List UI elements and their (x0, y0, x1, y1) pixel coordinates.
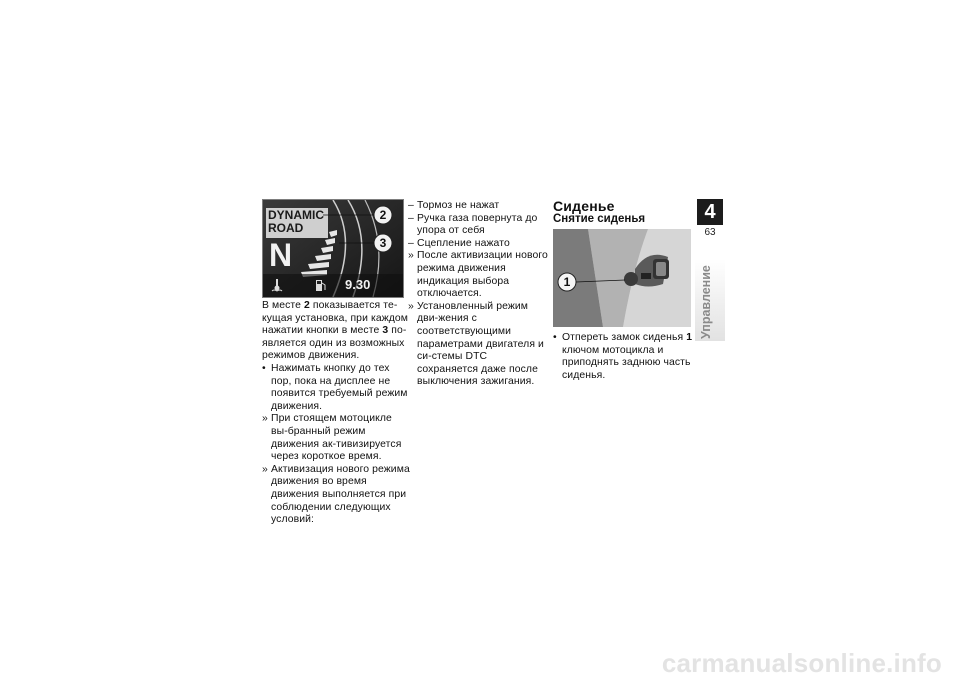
chapter-number: 4 (697, 199, 723, 225)
gear-indicator: N (269, 237, 293, 273)
intro-text: В месте (262, 300, 305, 311)
ref-1: 1 (686, 332, 693, 343)
list-item-text: Активизация нового режима движения во время движения выполняется при соблюдении следующих условий: (271, 463, 410, 526)
list-item-text: ключом мотоцикла и приподнять заднюю часть сиденья. (562, 344, 691, 381)
chapter-tab (697, 199, 723, 341)
column-2-text (408, 200, 548, 389)
dash-marker: – (408, 237, 414, 249)
list-item-text: При стоящем мотоцикле вы-бранный режим движения ак-тивизируется через короткое время. (271, 413, 402, 463)
dash-marker: – (408, 212, 414, 224)
section-subtitle: Снятие сиденья (553, 213, 646, 225)
ref-2: 2 (304, 300, 310, 311)
result-marker: » (408, 250, 414, 262)
bullet-marker: • (553, 332, 557, 343)
result-marker: » (262, 463, 268, 475)
drive-mode-label (268, 209, 324, 235)
list-item (408, 301, 548, 389)
drive-mode-line2: ROAD (268, 221, 304, 235)
list-item-text: После активизации нового режима движения индикация выбора отключается. (417, 250, 548, 300)
intro-text: показывается те-кущая установка, при каждом нажатии кнопки в месте (262, 300, 409, 337)
watermark: carmanualsonline.info (661, 648, 942, 678)
result-marker: » (262, 413, 268, 425)
intro-paragraph (262, 300, 410, 363)
coolant-temperature-icon (271, 278, 283, 292)
seat-lock-figure (553, 229, 691, 327)
callout-3: 3 (379, 236, 387, 250)
list-item (262, 464, 410, 527)
chapter-title: Управление (699, 265, 713, 339)
list-item (553, 332, 693, 382)
column-3-text (553, 332, 693, 382)
chapter-side-label (695, 259, 725, 341)
bullet-marker: • (262, 362, 266, 374)
page-number: 63 (704, 227, 716, 238)
column-1-text (262, 300, 410, 527)
callout-1: 1 (563, 275, 571, 289)
ref-3: 3 (382, 325, 389, 337)
list-item (408, 213, 548, 238)
list-item (408, 250, 548, 300)
section-title: Сиденье (553, 198, 615, 214)
list-item-text: Отпереть замок сиденья (562, 332, 687, 343)
intro-text: по-является один из возможных режимов движения. (262, 325, 407, 362)
list-item-text: Установленный режим дви-жения с соответствующими параметрами двигателя и си-стемы DTC сохраняется даже после выключения зажигания. (417, 300, 544, 388)
callout-2: 2 (379, 208, 387, 222)
list-item (408, 238, 548, 251)
dashboard-display-figure (262, 199, 404, 298)
result-marker: » (408, 300, 414, 312)
list-item-text: Сцепление нажато (417, 237, 510, 249)
list-item (262, 413, 410, 463)
list-item (408, 200, 548, 213)
list-item-text: Нажимать кнопку до тех пор, пока на дисплее не появится требуемый режим движения. (271, 362, 408, 412)
odometer-value: 9.30 (345, 277, 371, 292)
list-item-text: Тормоз не нажат (417, 200, 500, 211)
fuel-pump-icon (315, 278, 327, 292)
list-item-text: Ручка газа повернута до упора от себя (417, 212, 538, 237)
dash-marker: – (408, 200, 414, 211)
list-item (262, 363, 410, 413)
drive-mode-line1: DYNAMIC (268, 208, 324, 222)
